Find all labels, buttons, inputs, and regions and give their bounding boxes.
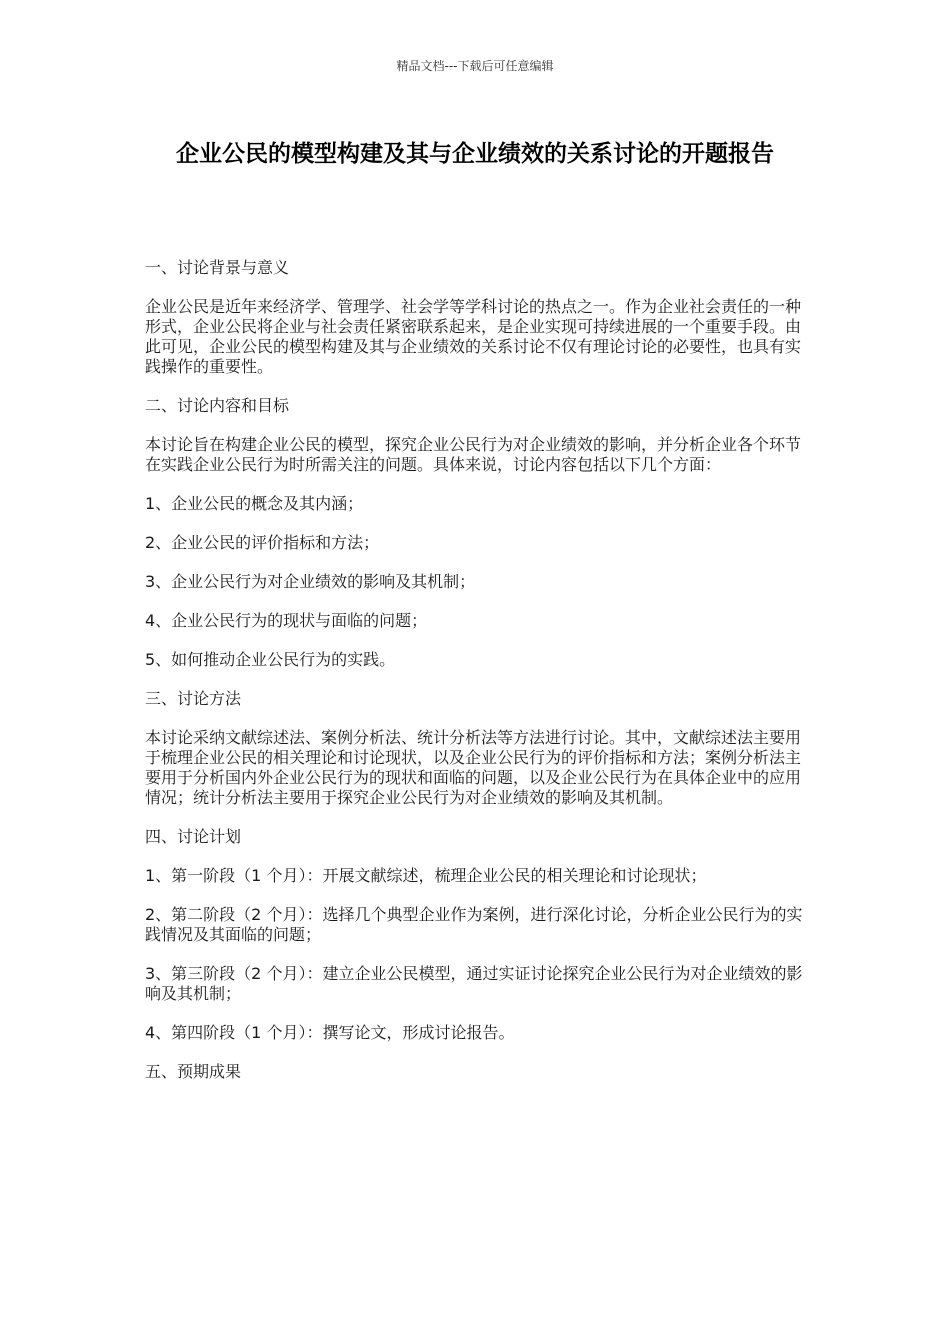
paragraph: 本讨论旨在构建企业公民的模型，探究企业公民行为对企业绩效的影响，并分析企业各个环节在实践企业公民行为时所需关注的问题。具体来说，讨论内容包括以下几个方面： [145, 435, 802, 474]
section-heading: 三、讨论方法 [145, 689, 242, 708]
list-item: 1、第一阶段（1 个月）：开展文献综述，梳理企业公民的相关理论和讨论现状； [145, 866, 707, 885]
paragraph: 企业公民是近年来经济学、管理学、社会学等学科讨论的热点之一。作为企业社会责任的一种形式，企业公民将企业与社会责任紧密联系起来，是企业实现可持续进展的一个重要手段。由此可见，企业公民的模型构建及其与企业绩效的关系讨论不仅有理论讨论的必要性，也具有实践操作的重要性。 [145, 297, 802, 376]
list-item: 1、企业公民的概念及其内涵； [145, 494, 364, 513]
section-heading: 二、讨论内容和目标 [145, 396, 290, 415]
section-heading: 五、预期成果 [145, 1062, 242, 1081]
header-note: 精品文档---下载后可任意编辑 [396, 59, 554, 73]
list-item: 3、企业公民行为对企业绩效的影响及其机制； [145, 572, 476, 591]
section-heading: 四、讨论计划 [145, 827, 242, 846]
paragraph: 本讨论采纳文献综述法、案例分析法、统计分析法等方法进行讨论。其中，文献综述法主要用于梳理企业公民的相关理论和讨论现状，以及企业公民行为的评价指标和方法；案例分析法主要用于分析国内外企业公民行为的现状和面临的问题，以及企业公民行为在具体企业中的应用情况；统计分析法主要用于探究企业公民行为对企业绩效的影响及其机制。 [145, 728, 802, 807]
list-item: 2、第二阶段（2 个月）：选择几个典型企业作为案例，进行深化讨论，分析企业公民行为的实践情况及其面临的问题； [145, 905, 803, 944]
list-item: 2、企业公民的评价指标和方法； [145, 533, 380, 552]
list-item: 4、第四阶段（1 个月）：撰写论文，形成讨论报告。 [145, 1023, 515, 1042]
document-body [145, 258, 805, 1101]
section-heading: 一、讨论背景与意义 [145, 258, 290, 277]
document-title: 企业公民的模型构建及其与企业绩效的关系讨论的开题报告 [176, 141, 774, 167]
list-item: 5、如何推动企业公民行为的实践。 [145, 650, 396, 669]
list-item: 3、第三阶段（2 个月）：建立企业公民模型，通过实证讨论探究企业公民行为对企业绩效的影响及其机制； [145, 964, 803, 1003]
list-item: 4、企业公民行为的现状与面临的问题； [145, 611, 428, 630]
